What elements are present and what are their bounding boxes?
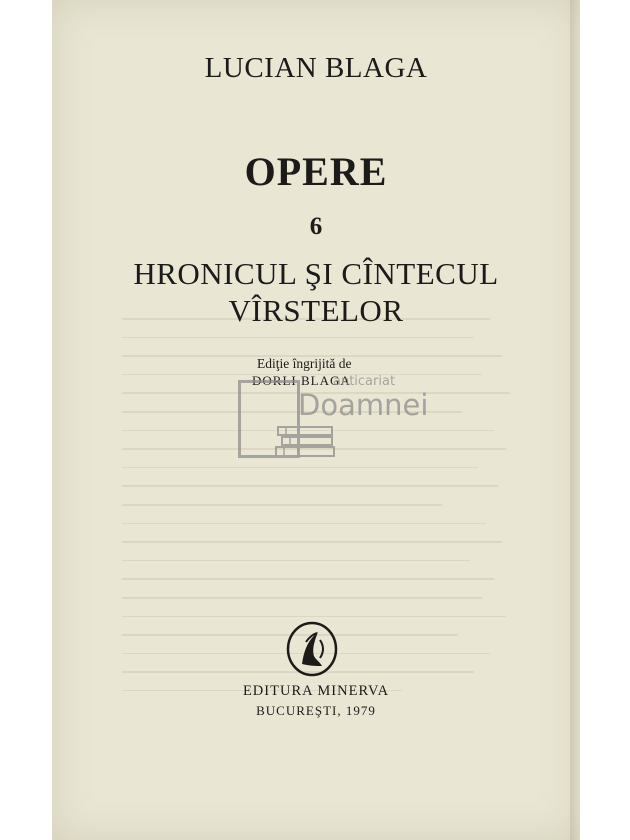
edition-label: Ediţie îngrijită de [257,356,352,371]
watermark [238,372,446,462]
publication-place-year: BUCUREŞTI, 1979 [256,703,376,718]
author-name: LUCIAN BLAGA [204,52,428,84]
series-title: OPERE [244,149,388,194]
publisher-logo-icon [284,620,340,678]
book-subtitle-line2: VÎRSTELOR [228,293,404,328]
books-icon [274,425,338,461]
book-title-page [52,0,580,840]
publisher-name: EDITURA MINERVA [242,683,390,699]
volume-number: 6 [309,213,323,240]
watermark-small-text: anticariat [333,374,396,389]
book-subtitle-line1: HRONICUL ŞI CÎNTECUL [133,256,499,291]
watermark-big-text: Doamnei [298,388,429,422]
page-edge-shadow [570,0,580,840]
editor-name: DORLI BLAGA [252,373,351,388]
